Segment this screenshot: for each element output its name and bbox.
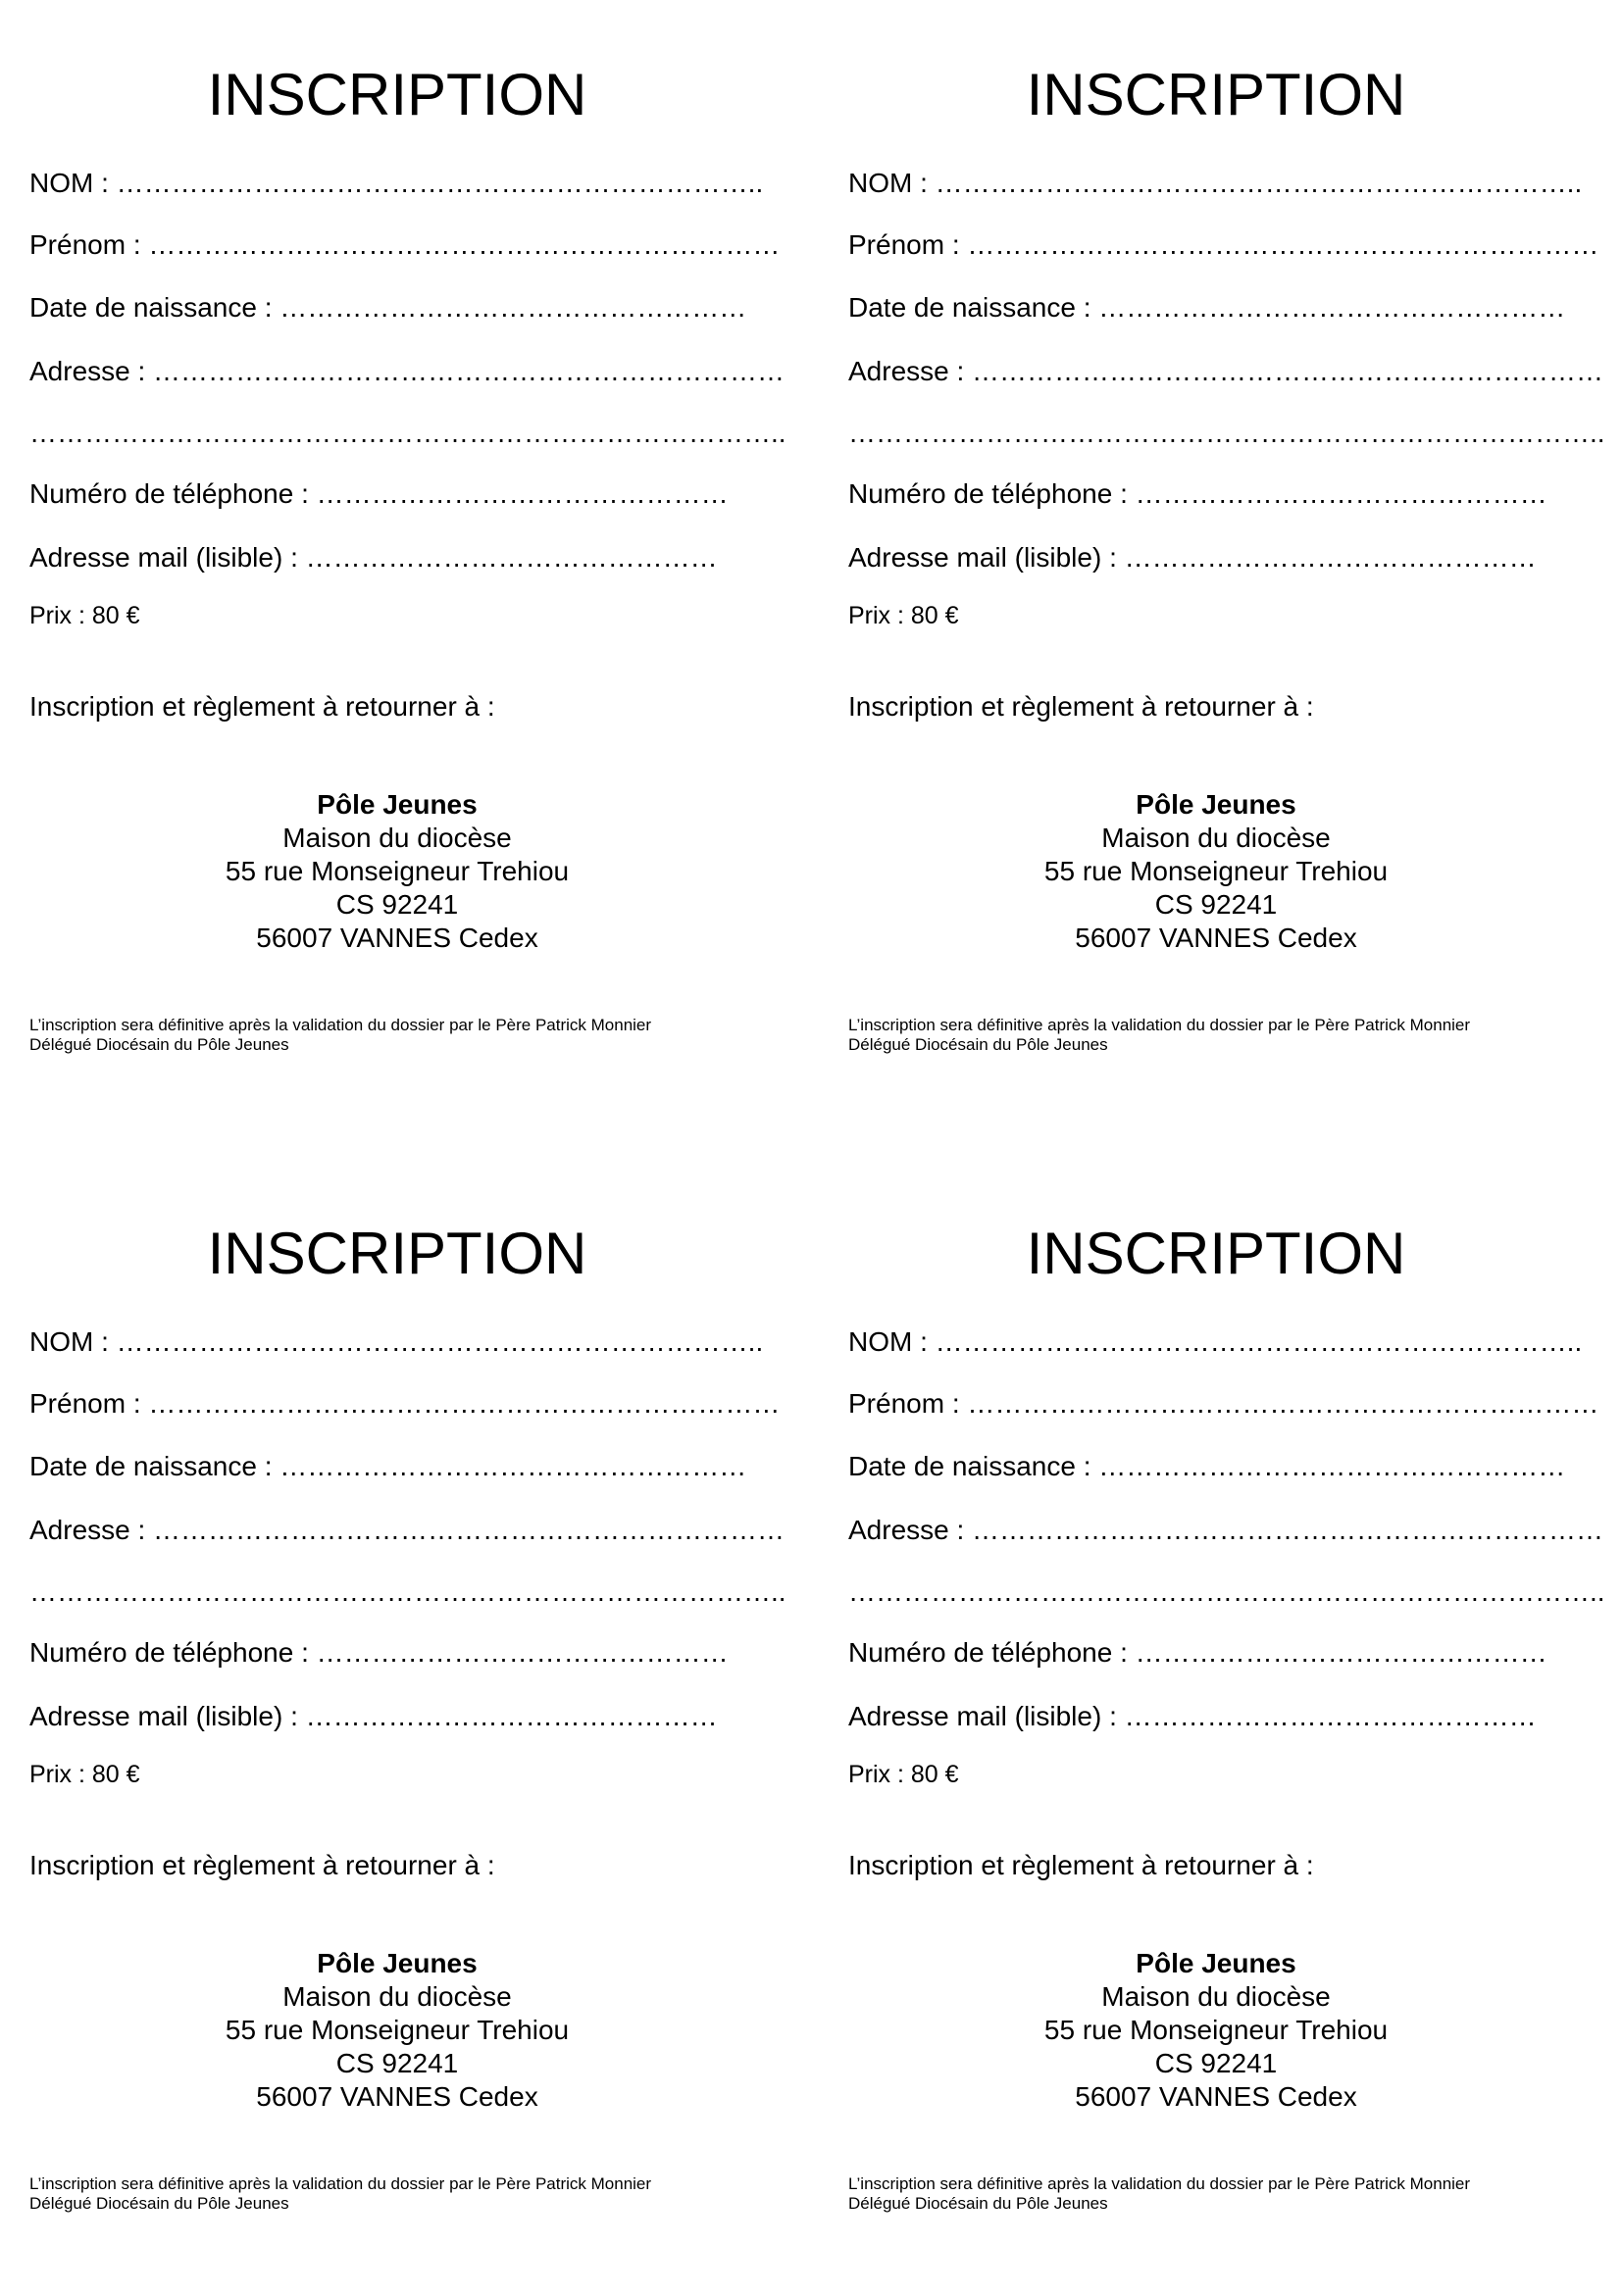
address-field: Adresse : …………………………………………………………… [848,1515,1604,1545]
form-title: INSCRIPTION [1026,1221,1406,1287]
birthdate-field: Date de naissance : …………………………………………… [848,1451,1566,1481]
phone-field: Numéro de téléphone : ……………………………………… [29,1637,729,1668]
address-continuation-field: ……………………………………………………………………….. [29,1576,786,1607]
address-line: CS 92241 [335,889,459,920]
address-line: 56007 VANNES Cedex [256,923,538,953]
address-line: Maison du diocèse [282,1981,512,2012]
address-organization: Pôle Jeunes [1136,1948,1296,1978]
address-organization: Pôle Jeunes [1136,789,1296,820]
birthdate-field: Date de naissance : …………………………………………… [29,1451,747,1481]
note-line: Délégué Diocésain du Pôle Jeunes [29,2194,289,2213]
registration-form-3 [29,1159,786,2296]
mailing-address [848,1947,1584,2114]
mailing-address [29,1947,765,2114]
address-line: 55 rue Monseigneur Trehiou [1043,2015,1389,2045]
validation-note [848,2174,1470,2214]
price-text: Prix : 80 € [29,1761,140,1788]
note-line: Délégué Diocésain du Pôle Jeunes [848,2194,1108,2213]
registration-form-2 [848,0,1605,1137]
nom-field: NOM : …………………………………………………………….. [848,168,1583,198]
address-continuation-field: ……………………………………………………………………….. [848,1576,1605,1607]
phone-field: Numéro de téléphone : ……………………………………… [848,478,1547,509]
note-line: L’inscription sera définitive après la validation du dossier par le Père Patrick Monnier [848,1016,1471,1034]
note-line: Délégué Diocésain du Pôle Jeunes [29,1035,289,1054]
price-text: Prix : 80 € [848,1761,959,1788]
registration-form-4 [848,1159,1605,2296]
address-organization: Pôle Jeunes [317,1948,478,1978]
validation-note [29,2174,651,2214]
registration-form-1 [29,0,786,1137]
return-instructions: Inscription et règlement à retourner à : [29,691,495,722]
address-line: CS 92241 [1154,889,1278,920]
return-instructions: Inscription et règlement à retourner à : [848,1850,1314,1880]
email-field: Adresse mail (lisible) : ……………………………………… [848,542,1537,573]
address-line: Maison du diocèse [1101,1981,1331,2012]
form-title: INSCRIPTION [207,62,587,128]
email-field: Adresse mail (lisible) : ……………………………………… [29,1701,718,1731]
note-line: Délégué Diocésain du Pôle Jeunes [848,1035,1108,1054]
address-line: Maison du diocèse [1101,823,1331,853]
form-title: INSCRIPTION [207,1221,587,1287]
validation-note [848,1016,1470,1055]
birthdate-field: Date de naissance : …………………………………………… [29,292,747,323]
email-field: Adresse mail (lisible) : ……………………………………… [29,542,718,573]
return-instructions: Inscription et règlement à retourner à : [848,691,1314,722]
prenom-field: Prénom : …………………………………………………………… [29,229,781,260]
address-line: 56007 VANNES Cedex [256,2081,538,2112]
address-line: 56007 VANNES Cedex [1075,2081,1357,2112]
address-field: Adresse : …………………………………………………………… [29,356,786,386]
nom-field: NOM : …………………………………………………………….. [29,168,764,198]
address-line: 55 rue Monseigneur Trehiou [1043,856,1389,886]
prenom-field: Prénom : …………………………………………………………… [29,1388,781,1419]
nom-field: NOM : …………………………………………………………….. [29,1326,764,1357]
mailing-address [848,788,1584,955]
birthdate-field: Date de naissance : …………………………………………… [848,292,1566,323]
note-line: L’inscription sera définitive après la validation du dossier par le Père Patrick Monnier [29,2174,652,2193]
note-line: L’inscription sera définitive après la validation du dossier par le Père Patrick Monnier [848,2174,1471,2193]
prenom-field: Prénom : …………………………………………………………… [848,229,1599,260]
phone-field: Numéro de téléphone : ……………………………………… [848,1637,1547,1668]
address-line: CS 92241 [335,2048,459,2078]
validation-note [29,1016,651,1055]
nom-field: NOM : …………………………………………………………….. [848,1326,1583,1357]
address-line: 55 rue Monseigneur Trehiou [225,856,570,886]
address-organization: Pôle Jeunes [317,789,478,820]
price-text: Prix : 80 € [848,602,959,629]
address-line: 56007 VANNES Cedex [1075,923,1357,953]
prenom-field: Prénom : …………………………………………………………… [848,1388,1599,1419]
price-text: Prix : 80 € [29,602,140,629]
return-instructions: Inscription et règlement à retourner à : [29,1850,495,1880]
email-field: Adresse mail (lisible) : ……………………………………… [848,1701,1537,1731]
address-line: Maison du diocèse [282,823,512,853]
phone-field: Numéro de téléphone : ……………………………………… [29,478,729,509]
address-field: Adresse : …………………………………………………………… [29,1515,786,1545]
address-line: 55 rue Monseigneur Trehiou [225,2015,570,2045]
address-continuation-field: ……………………………………………………………………….. [848,418,1605,448]
address-continuation-field: ……………………………………………………………………….. [29,418,786,448]
address-line: CS 92241 [1154,2048,1278,2078]
address-field: Adresse : …………………………………………………………… [848,356,1604,386]
form-title: INSCRIPTION [1026,62,1406,128]
mailing-address [29,788,765,955]
note-line: L’inscription sera définitive après la validation du dossier par le Père Patrick Monnier [29,1016,652,1034]
